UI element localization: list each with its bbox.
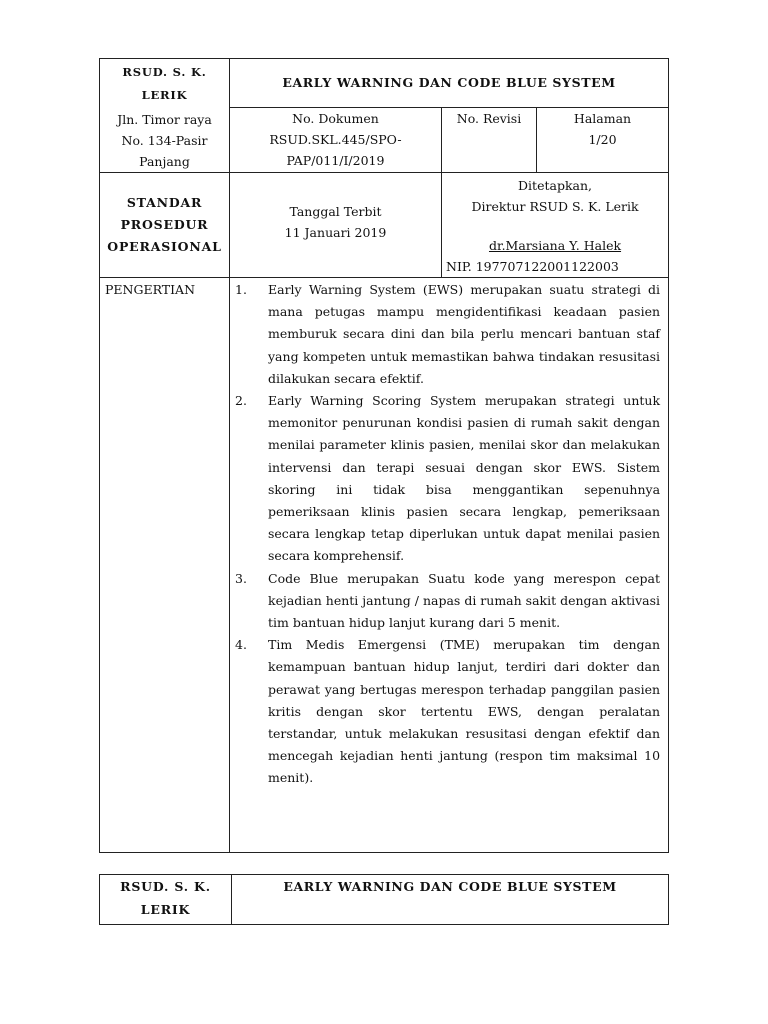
sop-document	[99, 58, 668, 853]
issue-date-cell	[230, 173, 442, 278]
page-value: 1/20	[588, 131, 617, 147]
sop-label: STANDAR PROSEDUR OPERASIONAL	[100, 173, 230, 278]
definition-item	[230, 634, 668, 789]
director-nip: NIP. 197707122001122003	[446, 259, 619, 274]
item-text: Early Warning Scoring System merupakan strategi untuk memonitor penurunan kondisi pasien di rumah sakit dengan menilai parameter klinis pasien, menilai skor dan melakukan intervensi dan terapi sesuai dengan skor EWS. Sistem skoring ini tidak bisa menggantikan sepenuhnya pemeriksaan klinis pasien secara lengkap, pemeriksaan secara lengkap tetap diperlukan untuk dapat menilai pasien secara komprehensif.	[268, 393, 661, 564]
institution-cell	[100, 59, 230, 173]
revision-cell	[442, 107, 537, 172]
definition-list	[230, 279, 668, 790]
issue-date-value: 11 Januari 2019	[284, 225, 387, 240]
next-document-title: EARLY WARNING DAN CODE BLUE SYSTEM	[232, 875, 669, 925]
institution-address: Jln. Timor raya No. 134-Pasir Panjang	[117, 112, 212, 169]
established-label: Ditetapkan,	[518, 178, 592, 193]
definition-item	[230, 568, 668, 635]
section-label: PENGERTIAN	[100, 278, 230, 853]
revision-label: No. Revisi	[456, 110, 522, 126]
next-page-header	[99, 874, 668, 925]
page-label: Halaman	[573, 110, 632, 126]
next-institution-name: RSUD. S. K. LERIK	[100, 875, 232, 925]
item-number: 1.	[235, 282, 247, 297]
director-name: dr.Marsiana Y. Halek	[488, 238, 622, 253]
item-number: 2.	[235, 393, 247, 409]
item-number: 3.	[235, 570, 247, 586]
item-number: 4.	[235, 637, 247, 653]
definition-item	[230, 279, 668, 390]
institution-name: RSUD. S. K. LERIK	[122, 65, 207, 102]
item-text: Code Blue merupakan Suatu kode yang merespon cepat kejadian henti jantung / napas di rumah sakit dengan aktivasi tim bantuan hidup lanjut kurang dari 5 menit.	[268, 570, 661, 631]
issue-date-label: Tanggal Terbit	[289, 204, 382, 219]
document-title: EARLY WARNING DAN CODE BLUE SYSTEM	[230, 59, 669, 108]
page-cell	[537, 107, 669, 172]
doc-number-cell	[230, 107, 442, 172]
item-text: Early Warning System (EWS) merupakan suatu strategi di mana petugas mampu mengidentifikasi keadaan pasien memburuk secara dini dan bila perlu mencari bantuan staf yang kompeten untuk memastikan bahwa tindakan resusitasi dilakukan secara efektif.	[268, 282, 661, 386]
doc-number-value: RSUD.SKL.445/SPO-PAP/011/I/2019	[269, 131, 402, 168]
signature-cell	[442, 173, 669, 278]
section-content	[230, 278, 669, 853]
item-text: Tim Medis Emergensi (TME) merupakan tim dengan kemampuan bantuan hidup lanjut, terdiri dari dokter dan perawat yang bertugas merespon terhadap panggilan pasien kritis dengan skor tertentu EWS, dengan peralatan terstandar, untuk melakukan resusitasi dengan efektif dan mencegah kejadian henti jantung (respon tim maksimal 10 menit).	[268, 637, 661, 786]
sop-header-table	[99, 58, 669, 853]
director-label: Direktur RSUD S. K. Lerik	[471, 199, 639, 214]
next-page-header-table	[99, 874, 669, 925]
definition-item	[230, 390, 668, 568]
doc-number-label: No. Dokumen	[292, 110, 379, 126]
